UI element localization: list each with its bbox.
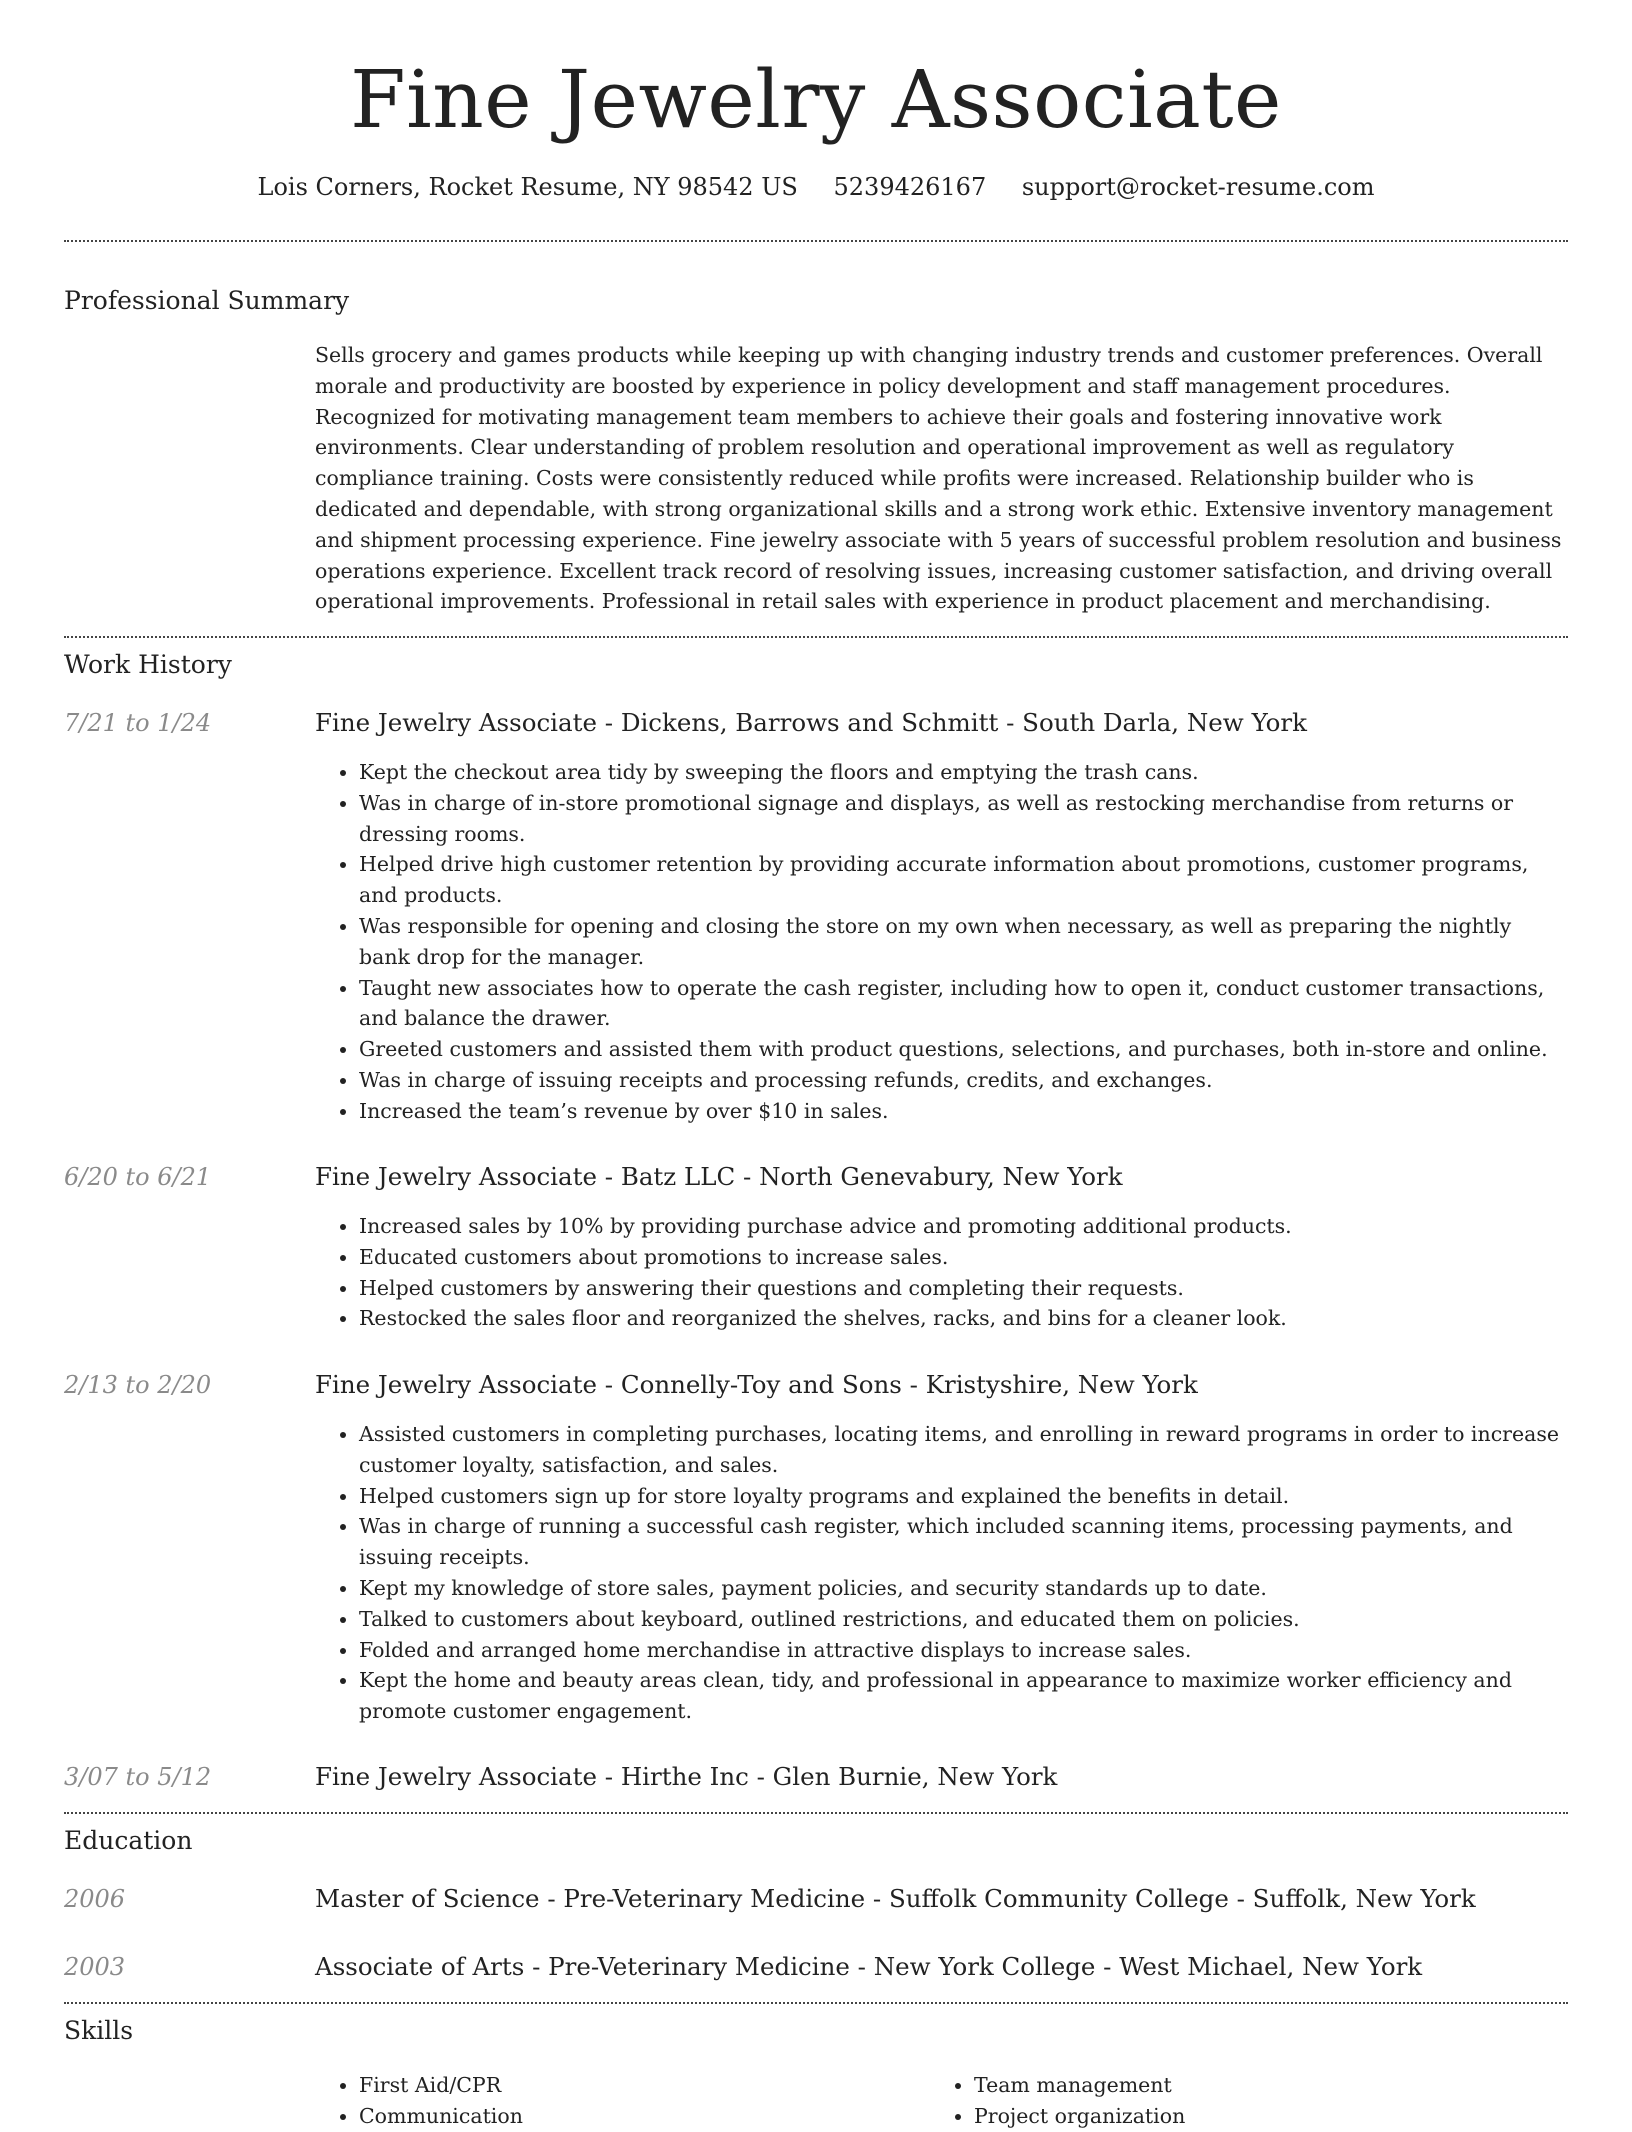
job-bullet: • Restocked the sales floor and reorganized the shelves, racks, and bins for a cleaner look.	[359, 1303, 1568, 1334]
job-bullet: • Was in charge of running a successful cash register, which included scanning items, processing payments, and issuing receipts.	[359, 1511, 1568, 1573]
job-heading: Fine Jewelry Associate - Connelly-Toy and Sons - Kristyshire, New York	[315, 1370, 1198, 1399]
education-year: 2003	[64, 1953, 126, 1981]
job-dates: 3/07 to 5/12	[64, 1763, 212, 1791]
skills-list-right	[930, 2070, 1530, 2132]
job-dates: 7/21 to 1/24	[64, 709, 212, 737]
job-bullet: • Taught new associates how to operate the cash register, including how to open it, conduct customer transactions, and balance the drawer.	[359, 973, 1568, 1035]
job-bullet: • Increased the team’s revenue by over $10 in sales.	[359, 1096, 1568, 1127]
job-bullet: • Greeted customers and assisted them with product questions, selections, and purchases, both in-store and online.	[359, 1034, 1568, 1065]
job-bullet: • Helped drive high customer retention by providing accurate information about promotions, customer programs, and products.	[359, 849, 1568, 911]
job-bullets	[315, 1419, 1568, 1727]
job-bullet: • Folded and arranged home merchandise in attractive displays to increase sales.	[359, 1635, 1568, 1666]
section-title-work: Work History	[64, 650, 232, 679]
skill-item: • Project organization	[974, 2101, 1530, 2132]
section-title-summary: Professional Summary	[64, 286, 350, 315]
section-divider	[64, 2002, 1568, 2004]
contact-phone: 5239426167	[833, 173, 987, 201]
education-year: 2006	[64, 1885, 126, 1913]
job-heading: Fine Jewelry Associate - Dickens, Barrows and Schmitt - South Darla, New York	[315, 708, 1307, 737]
job-bullet: • Increased sales by 10% by providing purchase advice and promoting additional products.	[359, 1211, 1568, 1242]
resume-name: Fine Jewelry Associate	[350, 53, 1282, 146]
section-divider	[64, 636, 1568, 638]
section-divider	[64, 240, 1568, 242]
education-heading: Associate of Arts - Pre-Veterinary Medicine - New York College - West Michael, New York	[315, 1952, 1423, 1981]
job-heading: Fine Jewelry Associate - Hirthe Inc - Glen Burnie, New York	[315, 1762, 1058, 1791]
skill-item: • First Aid/CPR	[359, 2070, 915, 2101]
section-title-education: Education	[64, 1826, 193, 1855]
job-bullet: • Was responsible for opening and closing the store on my own when necessary, as well as preparing the nightly bank drop for the manager.	[359, 911, 1568, 973]
job-dates: 2/13 to 2/20	[64, 1371, 212, 1399]
job-bullet: • Talked to customers about keyboard, outlined restrictions, and educated them on policies.	[359, 1604, 1568, 1635]
job-bullet: • Helped customers sign up for store loyalty programs and explained the benefits in detail.	[359, 1481, 1568, 1512]
skills-list-left	[315, 2070, 915, 2132]
job-bullet: • Kept my knowledge of store sales, payment policies, and security standards up to date.	[359, 1573, 1568, 1604]
education-heading: Master of Science - Pre-Veterinary Medicine - Suffolk Community College - Suffolk, New York	[315, 1884, 1476, 1913]
job-bullet: • Educated customers about promotions to increase sales.	[359, 1242, 1568, 1273]
job-bullet: • Was in charge of issuing receipts and processing refunds, credits, and exchanges.	[359, 1065, 1568, 1096]
job-bullet: • Kept the checkout area tidy by sweeping the floors and emptying the trash cans.	[359, 757, 1568, 788]
contact-line	[0, 170, 1632, 204]
job-dates: 6/20 to 6/21	[64, 1163, 212, 1191]
job-bullet: • Kept the home and beauty areas clean, tidy, and professional in appearance to maximize worker efficiency and promote customer engagement.	[359, 1665, 1568, 1727]
skill-item: • Communication	[359, 2101, 915, 2132]
contact-email[interactable]: support@rocket-resume.com	[1021, 173, 1375, 201]
contact-address: Lois Corners, Rocket Resume, NY 98542 US	[257, 173, 798, 201]
job-bullets	[315, 1211, 1568, 1334]
summary-text: Sells grocery and games products while keeping up with changing industry trends and customer preferences. Overall morale and productivity are boosted by experience in policy development and staff management procedures. Recognized for motivating management team members to achieve their goals and fostering innovative work environments. Clear understanding of problem resolution and operational improvement as well as regulatory compliance training. Costs were consistently reduced while profits were increased. Relationship builder who is dedicated and dependable, with strong organizational skills and a strong work ethic. Extensive inventory management and shipment processing experience. Fine jewelry associate with 5 years of successful problem resolution and business operations experience. Excellent track record of resolving issues, increasing customer satisfaction, and driving overall operational improvements. Professional in retail sales with experience in product placement and merchandising.	[315, 343, 1562, 614]
job-bullets	[315, 757, 1568, 1127]
skill-item: • Team management	[974, 2070, 1530, 2101]
section-divider	[64, 1812, 1568, 1814]
job-heading: Fine Jewelry Associate - Batz LLC - North Genevabury, New York	[315, 1162, 1123, 1191]
section-title-skills: Skills	[64, 2016, 134, 2045]
job-bullet: • Helped customers by answering their questions and completing their requests.	[359, 1273, 1568, 1304]
job-bullet: • Assisted customers in completing purchases, locating items, and enrolling in reward programs in order to increase customer loyalty, satisfaction, and sales.	[359, 1419, 1568, 1481]
job-bullet: • Was in charge of in-store promotional signage and displays, as well as restocking merchandise from returns or dressing rooms.	[359, 788, 1568, 850]
